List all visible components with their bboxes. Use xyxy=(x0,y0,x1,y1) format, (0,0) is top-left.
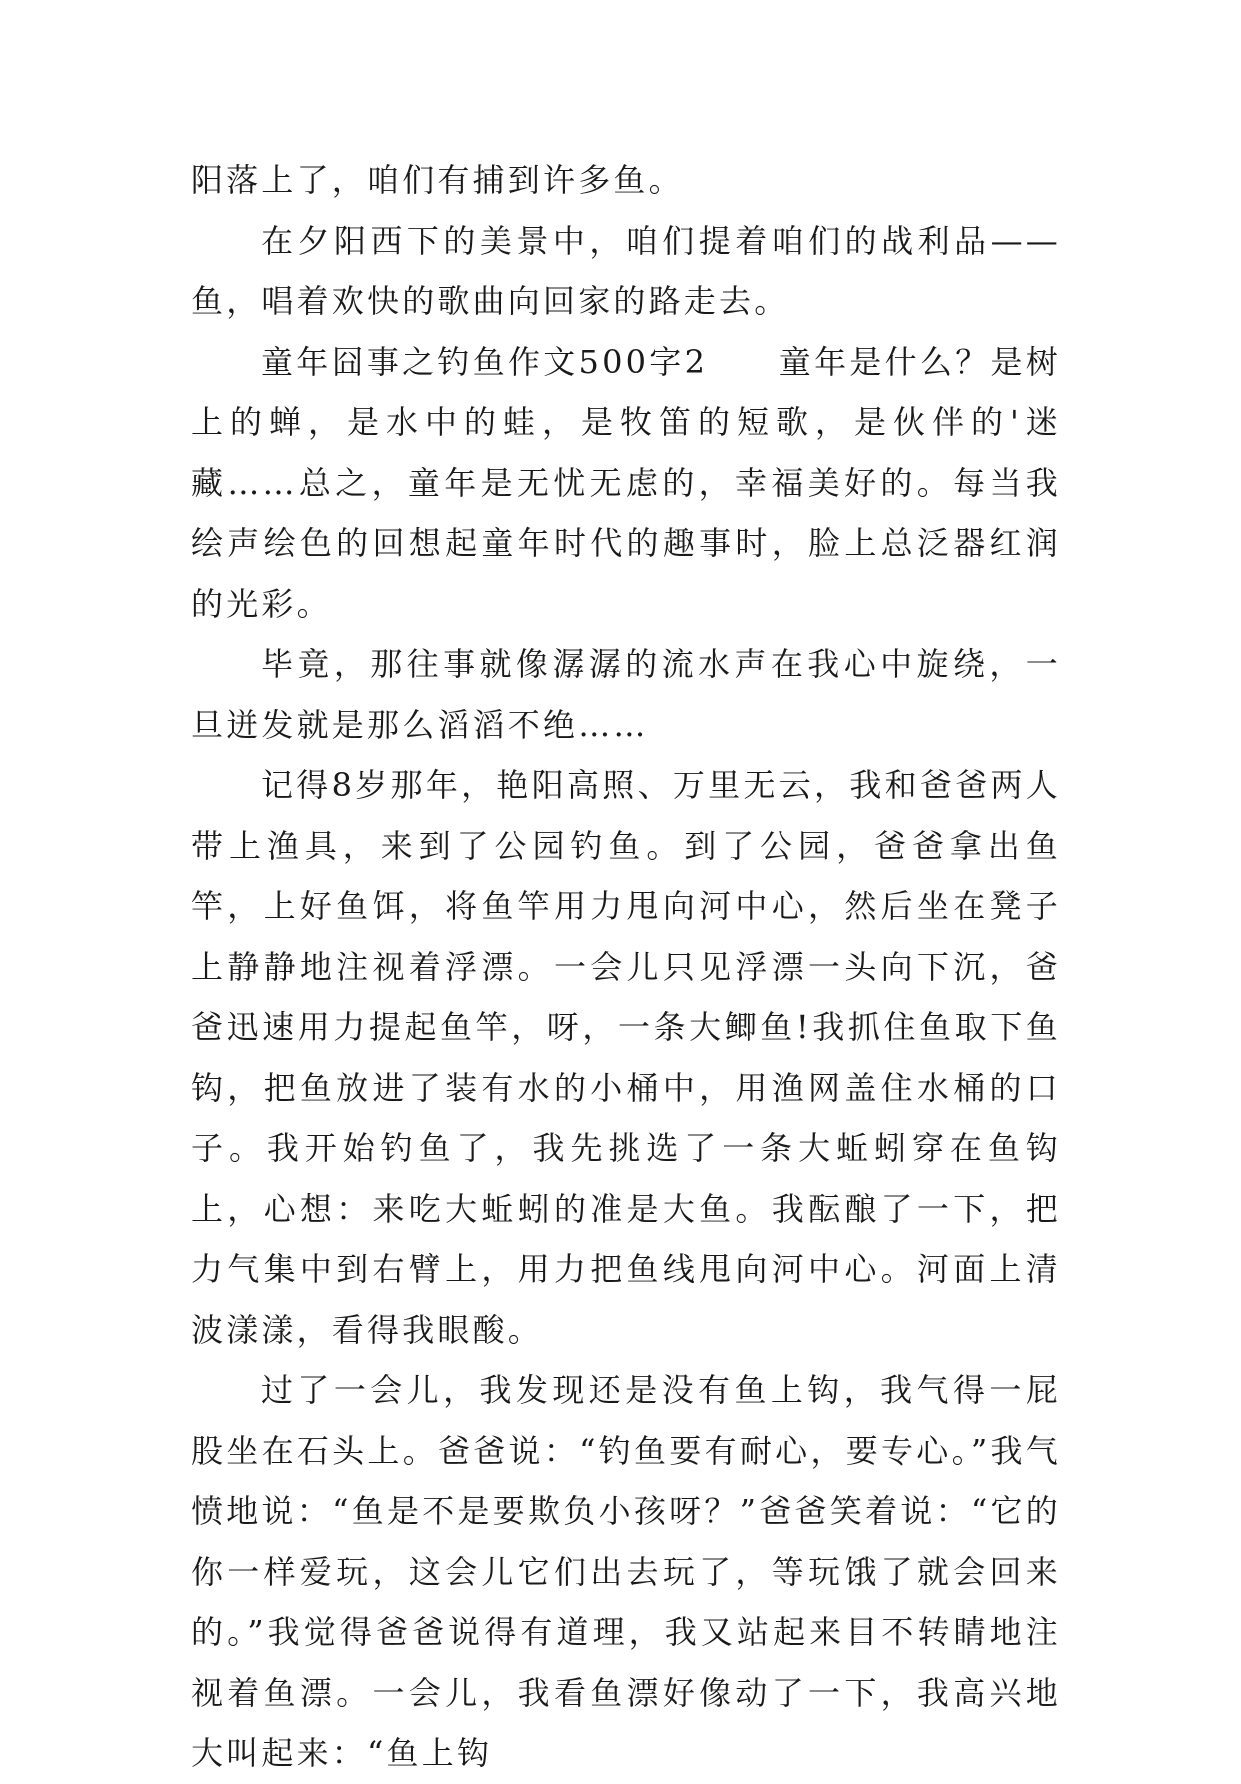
paragraph-memories: 毕竟，那往事就像潺潺的流水声在我心中旋绕，一旦迸发就是那么滔滔不绝…… xyxy=(191,645,1061,744)
paragraph-sunset: 在夕阳西下的美景中，咱们提着咱们的战利品——鱼，唱着欢快的歌曲向回家的路走去。 xyxy=(191,221,1061,320)
paragraph-patience: 过了一会儿，我发现还是没有鱼上钩，我气得一屁股坐在石头上。爸爸说：“钓鱼要有耐心，要专心。”我气愤地说：“鱼是不是要欺负小孩呀？”爸爸笑着说：“它的你一样爱玩，这会儿它们出去玩了，等玩饿了就会回来的。”我觉得爸爸说得有道理，我又站起来目不转睛地注视着鱼漂。一会儿，我看鱼漂好像动了一下，我高兴地大叫起来：“鱼上钩 xyxy=(191,1371,1061,1772)
paragraph-fishing-trip: 记得8岁那年，艳阳高照、万里无云，我和爸爸两人带上渔具，来到了公园钓鱼。到了公园，爸爸拿出鱼竿，上好鱼饵，将鱼竿用力甩向河中心，然后坐在凳子上静静地注视着浮漂。一会儿只见浮漂一头向下沉，爸爸迅速用力提起鱼竿，呀，一条大鲫鱼!我抓住鱼取下鱼钩，把鱼放进了装有水的小桶中，用渔网盖住水桶的口子。我开始钓鱼了，我先挑选了一条大蚯蚓穿在鱼钩上，心想：来吃大蚯蚓的准是大鱼。我酝酿了一下，把力气集中到右臂上，用力把鱼线甩向河中心。河面上清波漾漾，看得我眼酸。 xyxy=(191,766,1061,1349)
paragraph-continuation: 阳落上了，咱们有捕到许多鱼。 xyxy=(191,161,684,199)
document-page xyxy=(191,150,1061,1784)
paragraph-essay-title-childhood: 童年囧事之钓鱼作文500字2 童年是什么？是树上的蝉，是水中的蛙，是牧笛的短歌，是伙伴的'迷藏……总之，童年是无忧无虑的，幸福美好的。每当我绘声绘色的回想起童年时代的趣事时，脸上总泛器红润的光彩。 xyxy=(191,342,1061,623)
